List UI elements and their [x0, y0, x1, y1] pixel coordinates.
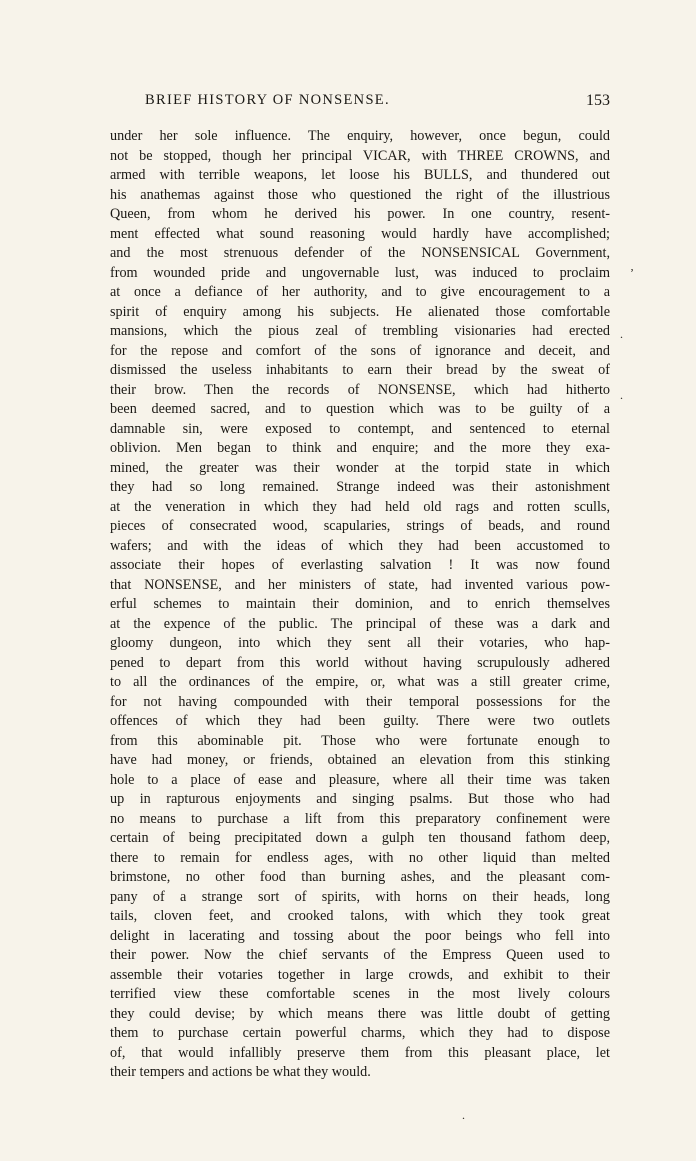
- text-line: that NONSENSE, and her ministers of state, had invented various pow-: [110, 576, 610, 593]
- text-line: assemble their votaries together in large crowds, and exhibit to their: [110, 966, 610, 983]
- text-line: hole to a place of ease and pleasure, where all their time was taken: [110, 771, 610, 788]
- text-line: tails, cloven feet, and crooked talons, with which they took great: [110, 908, 610, 924]
- text-line: his anathemas against those who questioned the right of the illustrious: [110, 186, 610, 203]
- text-line: at the expence of the public. The principal of these was a dark and: [110, 615, 610, 632]
- margin-tick-mark: .: [620, 388, 623, 402]
- text-line: erful schemes to maintain their dominion, and to enrich themselves: [110, 596, 610, 612]
- text-line: at once a defiance of her authority, and to give encouragement to a: [110, 284, 610, 300]
- text-line: pieces of consecrated wood, scapularies, strings of beads, and round: [110, 518, 610, 534]
- text-line: armed with terrible weapons, let loose his BULLS, and thundered out: [110, 167, 610, 183]
- running-title: BRIEF HISTORY OF NONSENSE.: [145, 92, 390, 108]
- text-line: no means to purchase a lift from this preparatory confinement were: [110, 810, 610, 827]
- page-number: 153: [586, 92, 610, 109]
- text-line: have had money, or friends, obtained an elevation from this stinking: [110, 752, 610, 768]
- text-line: to all the ordinances of the empire, or, what was a still greater crime,: [110, 674, 610, 690]
- text-line: at the veneration in which they had held old rags and rotten sculls,: [110, 498, 610, 515]
- text-line: their brow. Then the records of NONSENSE, which had hitherto: [110, 381, 610, 398]
- text-line: up in rapturous enjoyments and singing psalms. But those who had: [110, 791, 610, 807]
- text-line: for the repose and comfort of the sons of ignorance and deceit, and: [110, 342, 610, 359]
- text-line: and the most strenuous defender of the NONSENSICAL Government,: [110, 245, 610, 261]
- text-line: not be stopped, though her principal VICAR, with THREE CROWNS, and: [110, 147, 610, 164]
- text-line: been deemed sacred, and to question which was to be guilty of a: [110, 401, 610, 417]
- text-line: Queen, from whom he derived his power. In one country, resent-: [110, 206, 610, 222]
- text-line: their tempers and actions be what they would.: [110, 1064, 371, 1080]
- margin-tick-mark: .: [462, 1108, 465, 1122]
- running-head: [110, 92, 610, 114]
- text-line: gloomy dungeon, into which they sent all their votaries, who hap-: [110, 635, 610, 651]
- text-line: certain of being precipitated down a gulph ten thousand fathom deep,: [110, 830, 610, 846]
- body-text: [110, 127, 610, 1083]
- text-line: they had so long remained. Strange indeed was their astonishment: [110, 479, 610, 495]
- text-line: ment effected what sound reasoning would hardly have accomplished;: [110, 225, 610, 242]
- text-line: there to remain for endless ages, with no other liquid than melted: [110, 849, 610, 866]
- text-line: wafers; and with the ideas of which they had been accustomed to: [110, 537, 610, 554]
- margin-tick-mark: ʼ: [630, 266, 634, 280]
- text-line: them to purchase certain powerful charms, which they had to dispose: [110, 1025, 610, 1041]
- text-line: offences of which they had been guilty. There were two outlets: [110, 713, 610, 729]
- text-line: brimstone, no other food than burning ashes, and the pleasant com-: [110, 869, 610, 885]
- text-line: associate their hopes of everlasting salvation ! It was now found: [110, 557, 610, 573]
- text-line: mined, the greater was their wonder at the torpid state in which: [110, 459, 610, 476]
- text-line: dismissed the useless inhabitants to earn their bread by the sweat of: [110, 362, 610, 378]
- text-line: mansions, which the pious zeal of trembling visionaries had erected: [110, 323, 610, 339]
- text-line: from this abominable pit. Those who were fortunate enough to: [110, 732, 610, 749]
- margin-tick-mark: .: [620, 327, 623, 341]
- text-line: delight in lacerating and tossing about the poor beings who fell into: [110, 927, 610, 944]
- text-line: oblivion. Men began to think and enquire; and the more they exa-: [110, 440, 610, 456]
- text-line: from wounded pride and ungovernable lust, was induced to proclaim: [110, 264, 610, 281]
- text-line: their power. Now the chief servants of the Empress Queen used to: [110, 947, 610, 963]
- text-line: damnable sin, were exposed to contempt, and sentenced to eternal: [110, 420, 610, 437]
- text-line: pany of a strange sort of spirits, with horns on their heads, long: [110, 888, 610, 905]
- text-line: they could devise; by which means there was little doubt of getting: [110, 1005, 610, 1022]
- text-line: under her sole influence. The enquiry, however, once begun, could: [110, 128, 610, 144]
- text-line: of, that would infallibly preserve them from this pleasant place, let: [110, 1044, 610, 1061]
- text-line: terrified view these comfortable scenes in the most lively colours: [110, 986, 610, 1002]
- text-line: spirit of enquiry among his subjects. He alienated those comfortable: [110, 303, 610, 320]
- text-line: pened to depart from this world without having scrupulously adhered: [110, 654, 610, 671]
- text-line: for not having compounded with their temporal possessions for the: [110, 693, 610, 710]
